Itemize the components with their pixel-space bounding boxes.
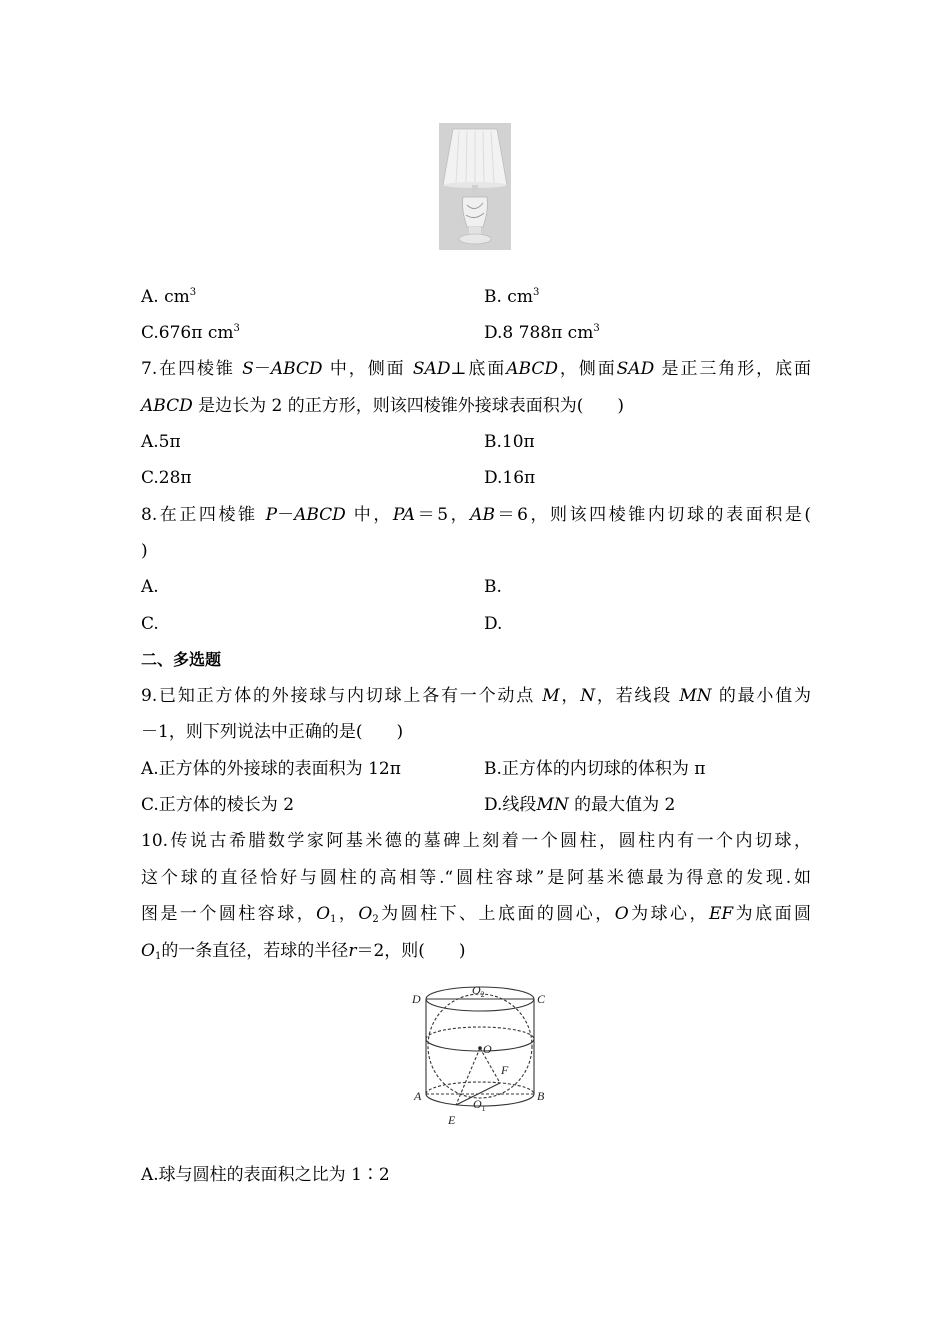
q8-option-c: C. xyxy=(141,614,159,634)
q7-option-c: C.28π xyxy=(141,468,192,488)
label-c: C xyxy=(537,992,546,1006)
q9-stem-line1: 9.已知正方体的外接球与内切球上各有一个动点 M，N，若线段 MN 的最小值为 xyxy=(141,686,812,706)
q8-option-b: B. xyxy=(484,577,502,597)
equator-back xyxy=(426,1027,534,1039)
label-b: B xyxy=(537,1089,545,1103)
q10-stem-line1: 10.传说古希腊数学家阿基米德的墓碑上刻着一个圆柱，圆柱内有一个内切球， xyxy=(141,831,811,851)
q9-option-a: A.正方体的外接球的表面积为 12π xyxy=(141,759,401,779)
q10-option-a: A.球与圆柱的表面积之比为 1∶2 xyxy=(141,1165,390,1185)
cylinder-sphere-figure xyxy=(408,982,550,1130)
label-e: E xyxy=(448,1113,456,1127)
q6-option-b: B. $cm^3$ xyxy=(484,287,540,307)
q8-option-a: A. xyxy=(141,577,159,597)
q7-option-a: A.5π xyxy=(141,432,181,452)
q7-option-d: D.16π xyxy=(484,468,536,488)
label-o1: $O_1$ xyxy=(473,1097,486,1113)
label-o2: $O_2$ xyxy=(472,983,485,999)
q9-stem-line2: －1，则下列说法中正确的是( ) xyxy=(141,722,404,742)
label-d: D xyxy=(412,992,421,1006)
label-a: A xyxy=(414,1089,422,1103)
table-lamp-photo xyxy=(439,123,511,250)
q9-option-c: C.正方体的棱长为 2 xyxy=(141,795,295,815)
label-f: F xyxy=(501,1063,509,1077)
bottom-base-back xyxy=(426,1082,534,1094)
q6-option-d: D.8 788π $cm^3$ xyxy=(484,323,600,343)
q7-stem-line2: ABCD 是边长为 2 的正方形，则该四棱锥外接球表面积为( ) xyxy=(141,396,625,416)
q9-option-d: D.线段MN 的最大值为 2 xyxy=(484,795,676,815)
q8-stem-line1: 8.在正四棱锥 P－ABCD 中，PA＝5，AB＝6，则该四棱锥内切球的表面积是( xyxy=(141,505,812,525)
q8-option-d: D. xyxy=(484,614,503,634)
q10-stem-line4: $O_1$的一条直径，若球的半径r＝2，则( ) xyxy=(141,941,466,962)
q6-option-c: C.676π $cm^3$ xyxy=(141,323,240,343)
q8-stem-line2: ) xyxy=(141,541,148,561)
q9-option-b: B.正方体的内切球的体积为 π xyxy=(484,759,706,779)
section-heading-multiple-choice: 二、多选题 xyxy=(141,650,222,669)
q10-stem-line2: 这个球的直径恰好与圆柱的高相等.“圆柱容球”是阿基米德最为得意的发现.如 xyxy=(141,868,811,888)
q10-stem-line3: 图是一个圆柱容球，$O_1$，$O_2$为圆柱下、上底面的圆心，O为球心，EF为底面圆 xyxy=(141,904,812,925)
q6-option-a: A. $cm^3$ xyxy=(141,287,197,307)
q7-option-b: B.10π xyxy=(484,432,535,452)
label-o: O xyxy=(483,1042,492,1056)
q7-stem-line1: 7.在四棱锥 S－ABCD 中，侧面 SAD⊥底面ABCD，侧面SAD 是正三角形，底面 xyxy=(141,359,811,379)
center-o-point xyxy=(478,1046,482,1050)
